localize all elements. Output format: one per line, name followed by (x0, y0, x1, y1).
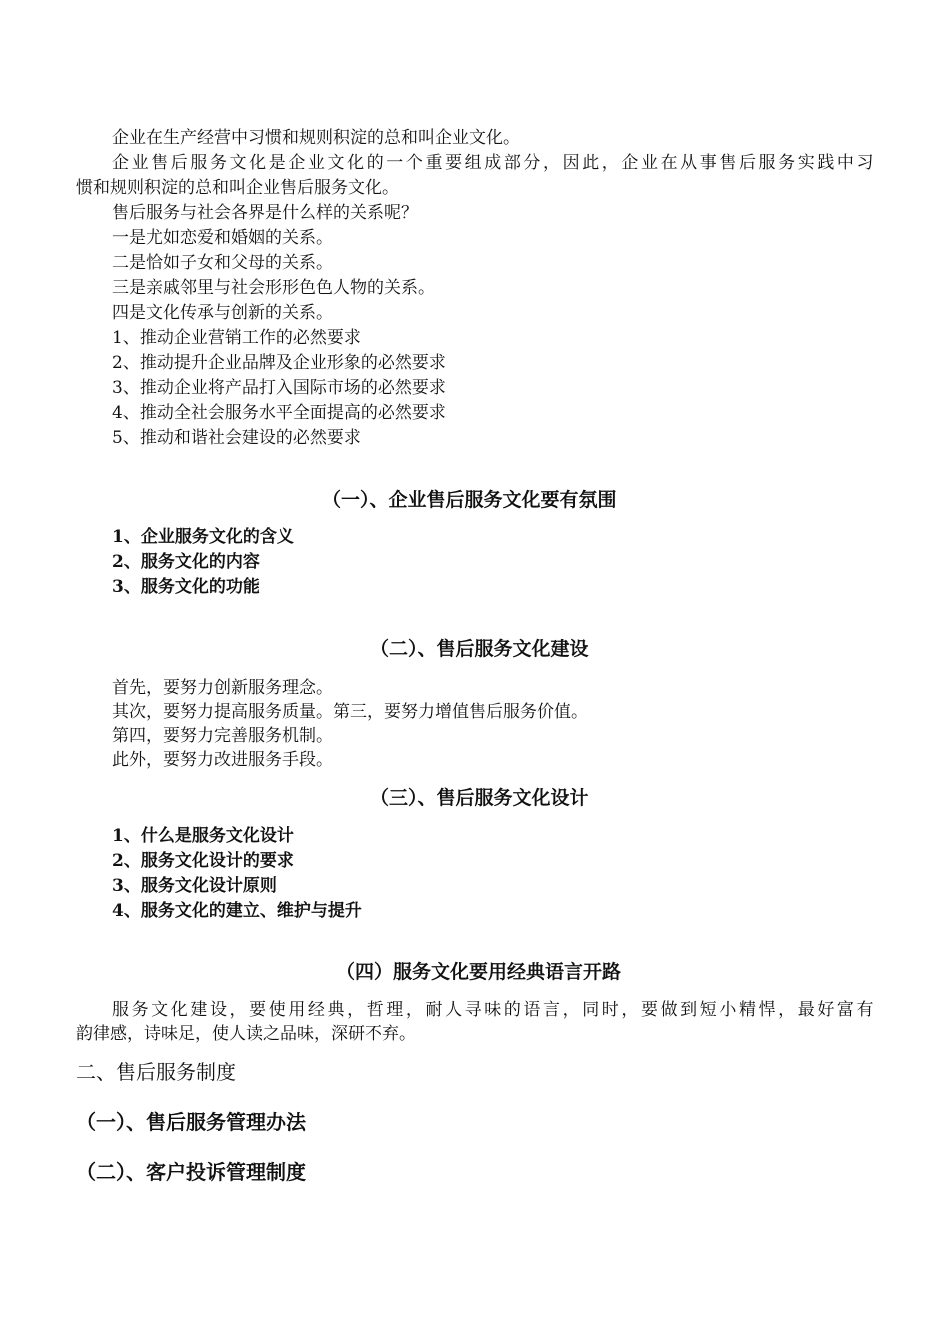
intro-paragraph-2-line-1: 企业售后服务文化是企业文化的一个重要组成部分，因此，企业在从事售后服务实践中习 (112, 153, 874, 173)
relation-item: 一是尤如恋爱和婚姻的关系。 (112, 228, 333, 248)
intro-paragraph-1: 企业在生产经营中习惯和规则积淀的总和叫企业文化。 (112, 128, 520, 148)
requirement-item: 4、推动全社会服务水平全面提高的必然要求 (112, 403, 446, 423)
part-2-subheading-2: （二）、客户投诉管理制度 (76, 1160, 306, 1184)
section-3-item: 4、服务文化的建立、维护与提升 (112, 901, 362, 921)
requirement-item: 5、推动和谐社会建设的必然要求 (112, 428, 361, 448)
section-3-item: 1、什么是服务文化设计 (112, 826, 294, 846)
intro-paragraph-2-line-2: 惯和规则积淀的总和叫企业售后服务文化。 (76, 178, 399, 198)
requirement-item: 3、推动企业将产品打入国际市场的必然要求 (112, 378, 446, 398)
section-2-line: 其次，要努力提高服务质量。第三，要努力增值售后服务价值。 (112, 702, 588, 722)
section-1-item: 1、企业服务文化的含义 (112, 527, 294, 547)
section-2-line: 此外，要努力改进服务手段。 (112, 750, 333, 770)
requirement-item: 2、推动提升企业品牌及企业形象的必然要求 (112, 353, 446, 373)
section-3-item: 2、服务文化设计的要求 (112, 851, 294, 871)
section-4-paragraph-line-1: 服务文化建设，要使用经典，哲理，耐人寻味的语言，同时，要做到短小精悍，最好富有 (112, 1000, 874, 1020)
section-2-line: 首先，要努力创新服务理念。 (112, 678, 333, 698)
section-1-heading: （一）、企业售后服务文化要有氛围 (322, 489, 617, 511)
relation-item: 三是亲戚邻里与社会形形色色人物的关系。 (112, 278, 435, 298)
section-4-paragraph-line-2: 韵律感，诗味足，使人读之品味，深研不弃。 (76, 1024, 416, 1044)
section-3-item: 3、服务文化设计原则 (112, 876, 277, 896)
section-2-line: 第四，要努力完善服务机制。 (112, 726, 333, 746)
section-4-heading: （四）服务文化要用经典语言开路 (336, 961, 622, 983)
section-1-item: 2、服务文化的内容 (112, 552, 260, 572)
section-2-heading: （二）、售后服务文化建设 (370, 638, 589, 660)
relation-item: 四是文化传承与创新的关系。 (112, 303, 333, 323)
intro-question: 售后服务与社会各界是什么样的关系呢？ (112, 203, 418, 223)
relation-item: 二是恰如子女和父母的关系。 (112, 253, 333, 273)
requirement-item: 1、推动企业营销工作的必然要求 (112, 328, 361, 348)
part-2-heading: 二、售后服务制度 (76, 1060, 236, 1084)
part-2-subheading-1: （一）、售后服务管理办法 (76, 1110, 306, 1134)
section-3-heading: （三）、售后服务文化设计 (370, 787, 589, 809)
section-1-item: 3、服务文化的功能 (112, 577, 260, 597)
